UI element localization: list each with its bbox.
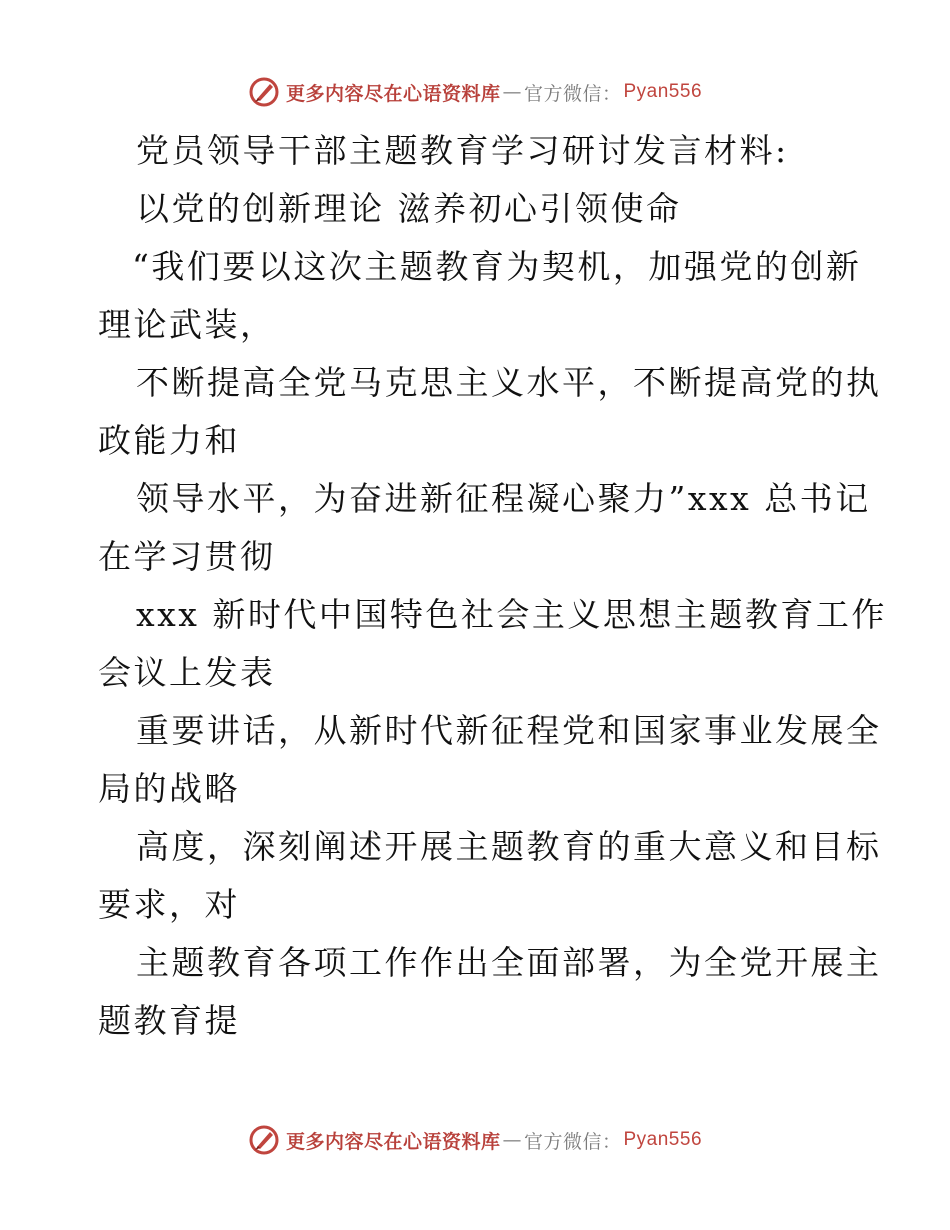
quill-logo-icon [248,1124,280,1156]
header-account: Pyan556 [623,81,703,102]
paragraph-line: 会议上发表 [98,653,276,692]
paragraph-line: 要求，对 [98,885,240,924]
paragraph-line: 高度，深刻阐述开展主题教育的重大意义和目标 [136,827,882,866]
footer-contact-label: 官方微信： [523,1130,622,1153]
footer-banner-text [286,1127,702,1154]
header-contact-label: 官方微信： [523,82,622,105]
quill-logo-icon [248,76,280,108]
header-banner-text [286,79,702,106]
footer-account: Pyan556 [623,1129,703,1150]
header-banner [0,72,950,112]
paragraph-line: xxx 新时代中国特色社会主义思想主题教育工作 [136,595,887,634]
header-brand: 更多内容尽在心语资料库 [285,82,501,105]
paragraph-line: 主题教育各项工作作出全面部署，为全党开展主 [136,943,882,982]
footer-brand: 更多内容尽在心语资料库 [285,1130,501,1153]
paragraph-line: 重要讲话，从新时代新征程党和国家事业发展全 [136,711,882,750]
paragraph-line: 领导水平，为奋进新征程凝心聚力”xxx 总书记 [136,479,871,518]
paragraph-line: 不断提高全党马克思主义水平，不断提高党的执 [136,363,882,402]
paragraph-line: 理论武装， [98,305,276,344]
footer-banner [0,1120,950,1160]
paragraph-line: 在学习贯彻 [98,537,276,576]
header-separator: — [502,81,522,103]
document-title-line: 党员领导干部主题教育学习研讨发言材料: [136,131,789,170]
document-subtitle-line: 以党的创新理论 滋养初心引领使命 [136,189,682,228]
paragraph-line: “我们要以这次主题教育为契机，加强党的创新 [132,247,862,286]
footer-separator: — [502,1129,522,1151]
document-body [98,122,887,1050]
paragraph-line: 政能力和 [98,421,240,460]
paragraph-line: 局的战略 [98,769,240,808]
paragraph-line: 题教育提 [98,1001,240,1040]
